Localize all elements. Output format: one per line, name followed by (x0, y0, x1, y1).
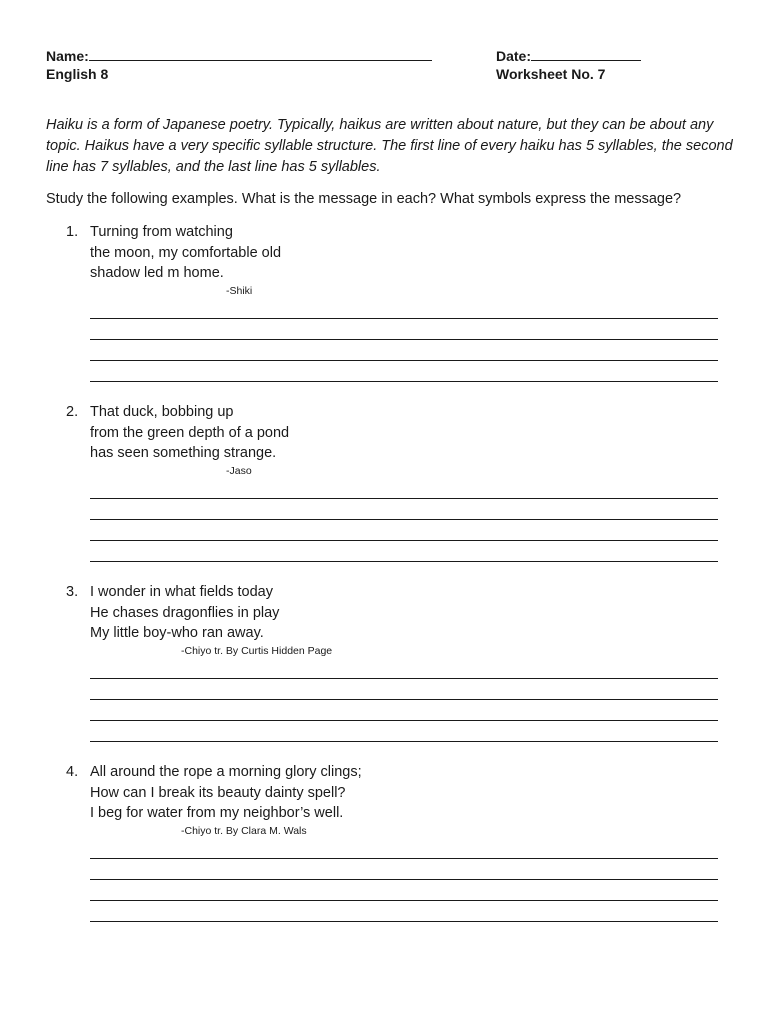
answer-lines (90, 658, 718, 742)
answer-line[interactable] (90, 319, 718, 340)
poem-line: That duck, bobbing up (90, 404, 234, 420)
poem-line: All around the rope a morning glory clings; (90, 764, 362, 780)
answer-line[interactable] (90, 679, 718, 700)
poem-line: I wonder in what fields today (90, 584, 273, 600)
answer-line[interactable] (90, 700, 718, 721)
poem-author: -Chiyo tr. By Curtis Hidden Page (181, 645, 333, 657)
poem-line: from the green depth of a pond (90, 424, 290, 441)
poem-number: 4. (66, 764, 79, 780)
poem-line: Turning from watching (90, 224, 233, 240)
subject-label: English 8 (46, 66, 109, 82)
answer-line[interactable] (90, 499, 718, 520)
answer-lines (90, 478, 718, 562)
answer-line[interactable] (90, 838, 718, 859)
answer-line[interactable] (90, 520, 718, 541)
answer-lines (90, 298, 718, 382)
date-label: Date: (496, 48, 532, 64)
answer-line[interactable] (90, 361, 718, 382)
poem-number: 3. (66, 584, 79, 600)
poem-author: -Shiki (226, 285, 253, 297)
poem-line: shadow led m home. (90, 265, 224, 281)
poem-line: He chases dragonflies in play (90, 604, 280, 621)
name-row (46, 47, 432, 65)
answer-line[interactable] (90, 541, 718, 562)
poem-line: I beg for water from my neighbor’s well. (90, 805, 344, 821)
answer-line[interactable] (90, 901, 718, 922)
poem-author: -Jaso (226, 465, 252, 477)
name-label: Name: (46, 48, 89, 64)
answer-lines (90, 838, 718, 922)
date-row (496, 47, 641, 65)
instructions: Study the following examples. What is the message in each? What symbols express the message? (46, 191, 682, 207)
answer-line[interactable] (90, 721, 718, 742)
poem-line: has seen something strange. (90, 445, 277, 461)
poem-author: -Chiyo tr. By Clara M. Wals (181, 825, 307, 837)
poem-text (90, 402, 289, 464)
answer-line[interactable] (90, 340, 718, 361)
header-right (496, 47, 641, 83)
poem-line: the moon, my comfortable old (90, 244, 282, 261)
poem-text (90, 582, 279, 644)
answer-line[interactable] (90, 880, 718, 901)
header-left (46, 47, 432, 83)
worksheet-number: Worksheet No. 7 (496, 66, 606, 82)
answer-line[interactable] (90, 658, 718, 679)
poem-text (90, 222, 281, 284)
poem-line: How can I break its beauty dainty spell? (90, 784, 346, 801)
poem-text (90, 762, 362, 824)
answer-line[interactable] (90, 859, 718, 880)
name-blank (89, 48, 432, 61)
answer-line[interactable] (90, 298, 718, 319)
answer-line[interactable] (90, 478, 718, 499)
intro-paragraph: Haiku is a form of Japanese poetry. Typically, haikus are written about nature, but they can be about any topic. Haikus have a very specific syllable structure. The first line of every haiku has 5 syllables, the second line has 7 syllables, and the last line has 5 syllables. (46, 117, 733, 175)
poem-number: 2. (66, 404, 79, 420)
poem-line: My little boy-who ran away. (90, 625, 264, 641)
date-blank (531, 48, 641, 61)
poem-number: 1. (66, 224, 79, 240)
